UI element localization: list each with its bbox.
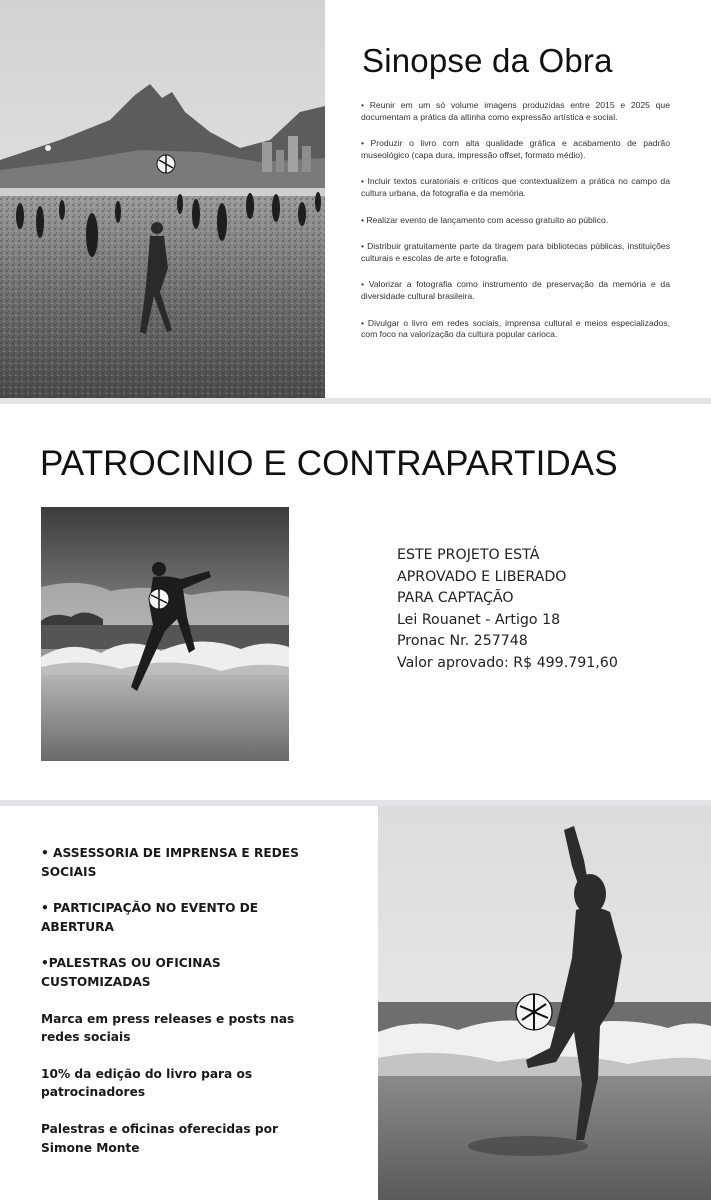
list-item: Palestras e oficinas oferecidas por Simone Monte: [41, 1121, 278, 1155]
list-item: • ASSESSORIA DE IMPRENSA E REDES SOCIAIS: [41, 846, 299, 879]
law-line: Lei Rouanet - Artigo 18: [397, 611, 561, 628]
list-item: 10% da edição do livro para os patrocinadores: [41, 1066, 253, 1100]
beach-woman-ball-photo: [378, 806, 711, 1200]
list-item: • PARTICIPAÇÃO NO EVENTO DE ABERTURA: [41, 901, 259, 934]
list-item: • Incluir textos curatoriais e críticos que contextualizem a prática no campo da cultura urbana, da fotografia e da memória.: [361, 176, 670, 198]
page-sinopse: [0, 0, 711, 398]
list-item: • Divulgar o livro em redes sociais, imprensa cultural e meios especializados, com foco na valorização da cultura popular carioca.: [361, 317, 670, 340]
counterparts-list: [41, 844, 311, 1175]
list-item: • Produzir o livro com alta qualidade gráfica e acabamento de padrão museológico (capa dura, impressão offset, formato médio).: [361, 138, 670, 160]
approval-info: [397, 545, 618, 675]
beach-kick-photo: [41, 507, 289, 761]
page-contrapartidas: [0, 806, 711, 1200]
approval-line: PARA CAPTAÇÃO: [397, 590, 514, 607]
list-item: • Realizar evento de lançamento com acesso gratuito ao público.: [361, 214, 609, 225]
beach-altinha-photo: [0, 0, 325, 398]
objectives-list: [361, 100, 670, 356]
page-title: PATROCINIO E CONTRAPARTIDAS: [40, 444, 618, 483]
list-item: • Valorizar a fotografia como instrumento de preservação da memória e da diversidade cultural brasileira.: [361, 279, 670, 301]
pronac-line: Pronac Nr. 257748: [397, 633, 528, 650]
approval-line: ESTE PROJETO ESTÁ: [397, 547, 540, 563]
approval-line: APROVADO E LIBERADO: [397, 568, 567, 585]
list-item: • Distribuir gratuitamente parte da tiragem para bibliotecas públicas, instituições culturais e escolas de arte e fotografia.: [361, 241, 670, 263]
list-item: • Reunir em um só volume imagens produzidas entre 2015 e 2025 que documentam a prática da altinha como expressão artística e social.: [361, 100, 670, 122]
list-item: •PALESTRAS OU OFICINAS CUSTOMIZADAS: [41, 956, 221, 989]
list-item: Marca em press releases e posts nas redes sociais: [41, 1011, 295, 1045]
page-patrocinio: [0, 404, 711, 800]
approved-value-line: Valor aprovado: R$ 499.791,60: [397, 654, 618, 671]
page-title: Sinopse da Obra: [362, 42, 613, 79]
